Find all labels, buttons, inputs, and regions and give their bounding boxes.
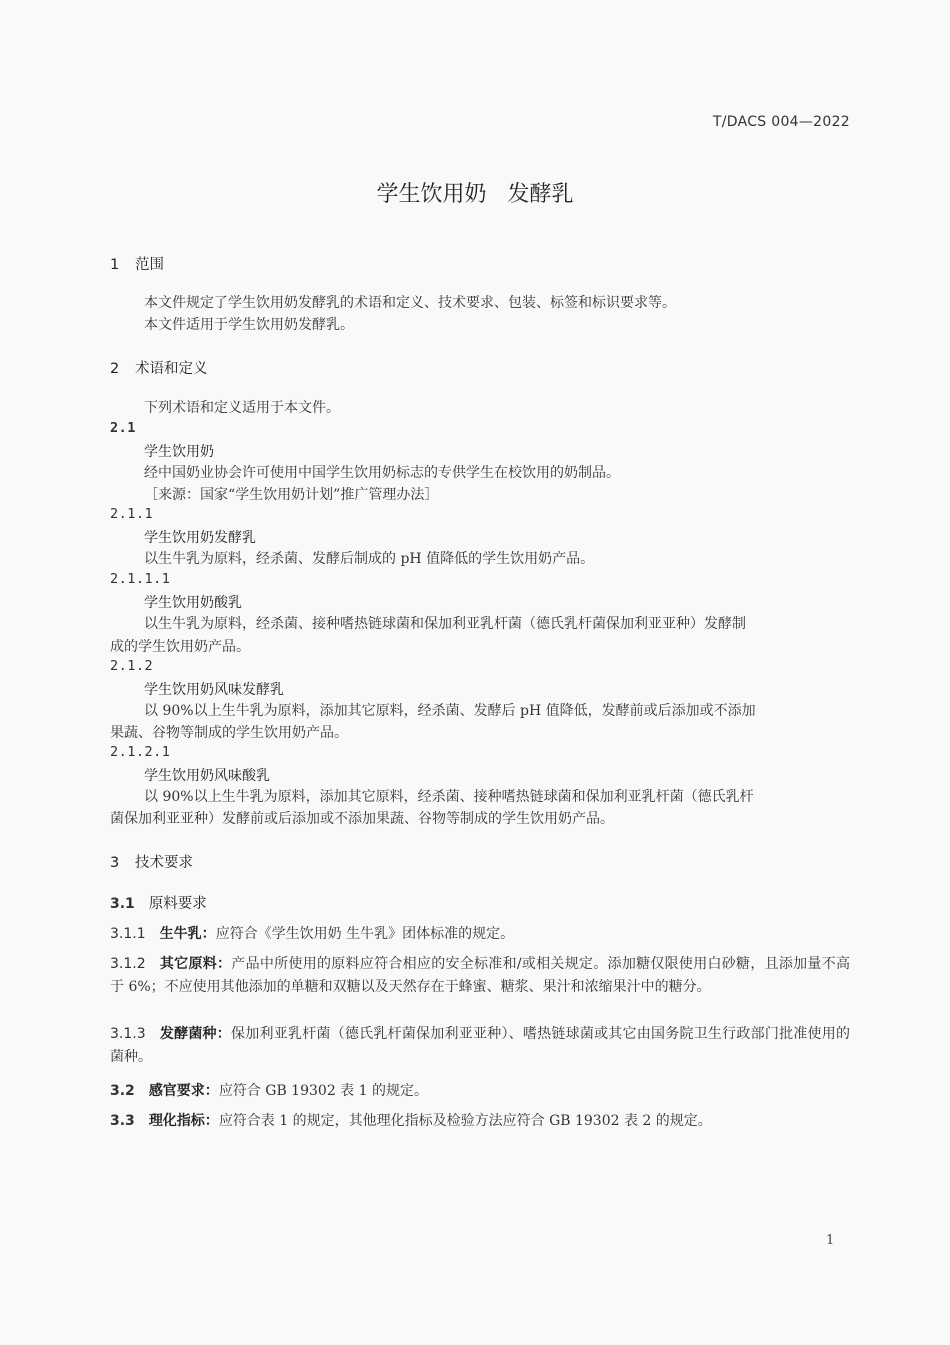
term-name: 学生饮用奶发酵乳	[144, 530, 256, 546]
section-1-heading	[110, 253, 164, 274]
clause-number: 2.1.1.1	[110, 571, 171, 587]
clause-3-1-1	[110, 923, 514, 943]
term-definition: 以 90%以上生牛乳为原料，添加其它原料，经杀菌、接种嗜热链球菌和保加利亚乳杆菌（德氏乳杆	[144, 789, 754, 805]
term-name: 学生饮用奶风味发酵乳	[144, 682, 284, 698]
terms-intro: 下列术语和定义适用于本文件。	[144, 400, 340, 416]
clause-number: 3.1.1	[110, 926, 146, 942]
clause-number: 2.1.2	[110, 658, 154, 674]
term-definition-continued: 果蔬、谷物等制成的学生饮用奶产品。	[110, 725, 348, 741]
clause-label: 理化指标：	[148, 1113, 219, 1129]
scope-paragraph-1: 本文件规定了学生饮用奶发酵乳的术语和定义、技术要求、包装、标签和标识要求等。	[144, 295, 676, 311]
clause-number: 3.2	[110, 1083, 135, 1099]
section-title: 技术要求	[135, 855, 193, 871]
clause-3-1-3	[110, 1023, 850, 1069]
section-number: 3	[110, 855, 120, 871]
clause-text: 保加利亚乳杆菌（德氏乳杆菌保加利亚亚种）、嗜热链球菌或其它由国务院卫生行政部门批准使用的菌种。	[110, 1026, 851, 1065]
standard-code: T/DACS 004—2022	[712, 114, 850, 130]
clause-label: 感官要求：	[148, 1083, 219, 1099]
section-title: 范围	[135, 257, 164, 273]
clause-number: 2.1.1	[110, 506, 154, 522]
section-2-heading	[110, 357, 208, 378]
clause-3-3	[110, 1110, 712, 1130]
clause-number: 2.1.2.1	[110, 744, 171, 760]
clause-number: 3.3	[110, 1113, 135, 1129]
term-name: 学生饮用奶风味酸乳	[144, 768, 270, 784]
clause-text: 应符合《学生饮用奶 生牛乳》团体标准的规定。	[215, 926, 515, 942]
clause-text: 应符合表 1 的规定，其他理化指标及检验方法应符合 GB 19302 表 2 的规定。	[218, 1113, 712, 1129]
subsection-3-1-heading	[110, 892, 207, 913]
term-definition: 以生牛乳为原料，经杀菌、接种嗜热链球菌和保加利亚乳杆菌（德氏乳杆菌保加利亚亚种）发酵制	[144, 616, 746, 632]
clause-number: 2.1	[110, 420, 136, 436]
clause-3-2	[110, 1080, 428, 1100]
term-definition: 经中国奶业协会许可使用中国学生饮用奶标志的专供学生在校饮用的奶制品。	[144, 465, 620, 481]
clause-text: 产品中所使用的原料应符合相应的安全标准和/或相关规定。添加糖仅限使用白砂糖，且添加量不高于 6%；不应使用其他添加的单糖和双糖以及天然存在于蜂蜜、糖浆、果汁和浓缩果汁中的糖分。	[110, 956, 850, 995]
clause-label: 其它原料：	[159, 956, 232, 972]
term-source: ［来源：国家“学生饮用奶计划”推广管理办法］	[144, 487, 439, 503]
term-definition: 以生牛乳为原料，经杀菌、发酵后制成的 pH 值降低的学生饮用奶产品。	[144, 551, 595, 567]
document-title: 学生饮用奶 发酵乳	[376, 182, 574, 207]
page-number: 1	[826, 1233, 835, 1248]
term-name: 学生饮用奶酸乳	[144, 595, 242, 611]
section-3-heading	[110, 851, 193, 872]
term-definition: 以 90%以上生牛乳为原料，添加其它原料，经杀菌、发酵后 pH 值降低，发酵前或后添加或不添加	[144, 703, 756, 719]
term-definition-continued: 成的学生饮用奶产品。	[110, 639, 250, 655]
clause-label: 发酵菌种：	[159, 1026, 232, 1042]
scope-paragraph-2: 本文件适用于学生饮用奶发酵乳。	[144, 317, 354, 333]
clause-number: 3.1.2	[110, 956, 146, 972]
clause-3-1-2	[110, 953, 850, 999]
section-title: 术语和定义	[135, 361, 208, 377]
section-number: 1	[110, 257, 120, 273]
clause-text: 应符合 GB 19302 表 1 的规定。	[218, 1083, 428, 1099]
clause-label: 生牛乳：	[159, 926, 216, 942]
subsection-title: 原料要求	[148, 896, 207, 912]
term-name: 学生饮用奶	[144, 444, 214, 460]
section-number: 2	[110, 361, 120, 377]
subsection-number: 3.1	[110, 896, 135, 912]
clause-number: 3.1.3	[110, 1026, 146, 1042]
term-definition-continued: 菌保加利亚亚种）发酵前或后添加或不添加果蔬、谷物等制成的学生饮用奶产品。	[110, 811, 614, 827]
